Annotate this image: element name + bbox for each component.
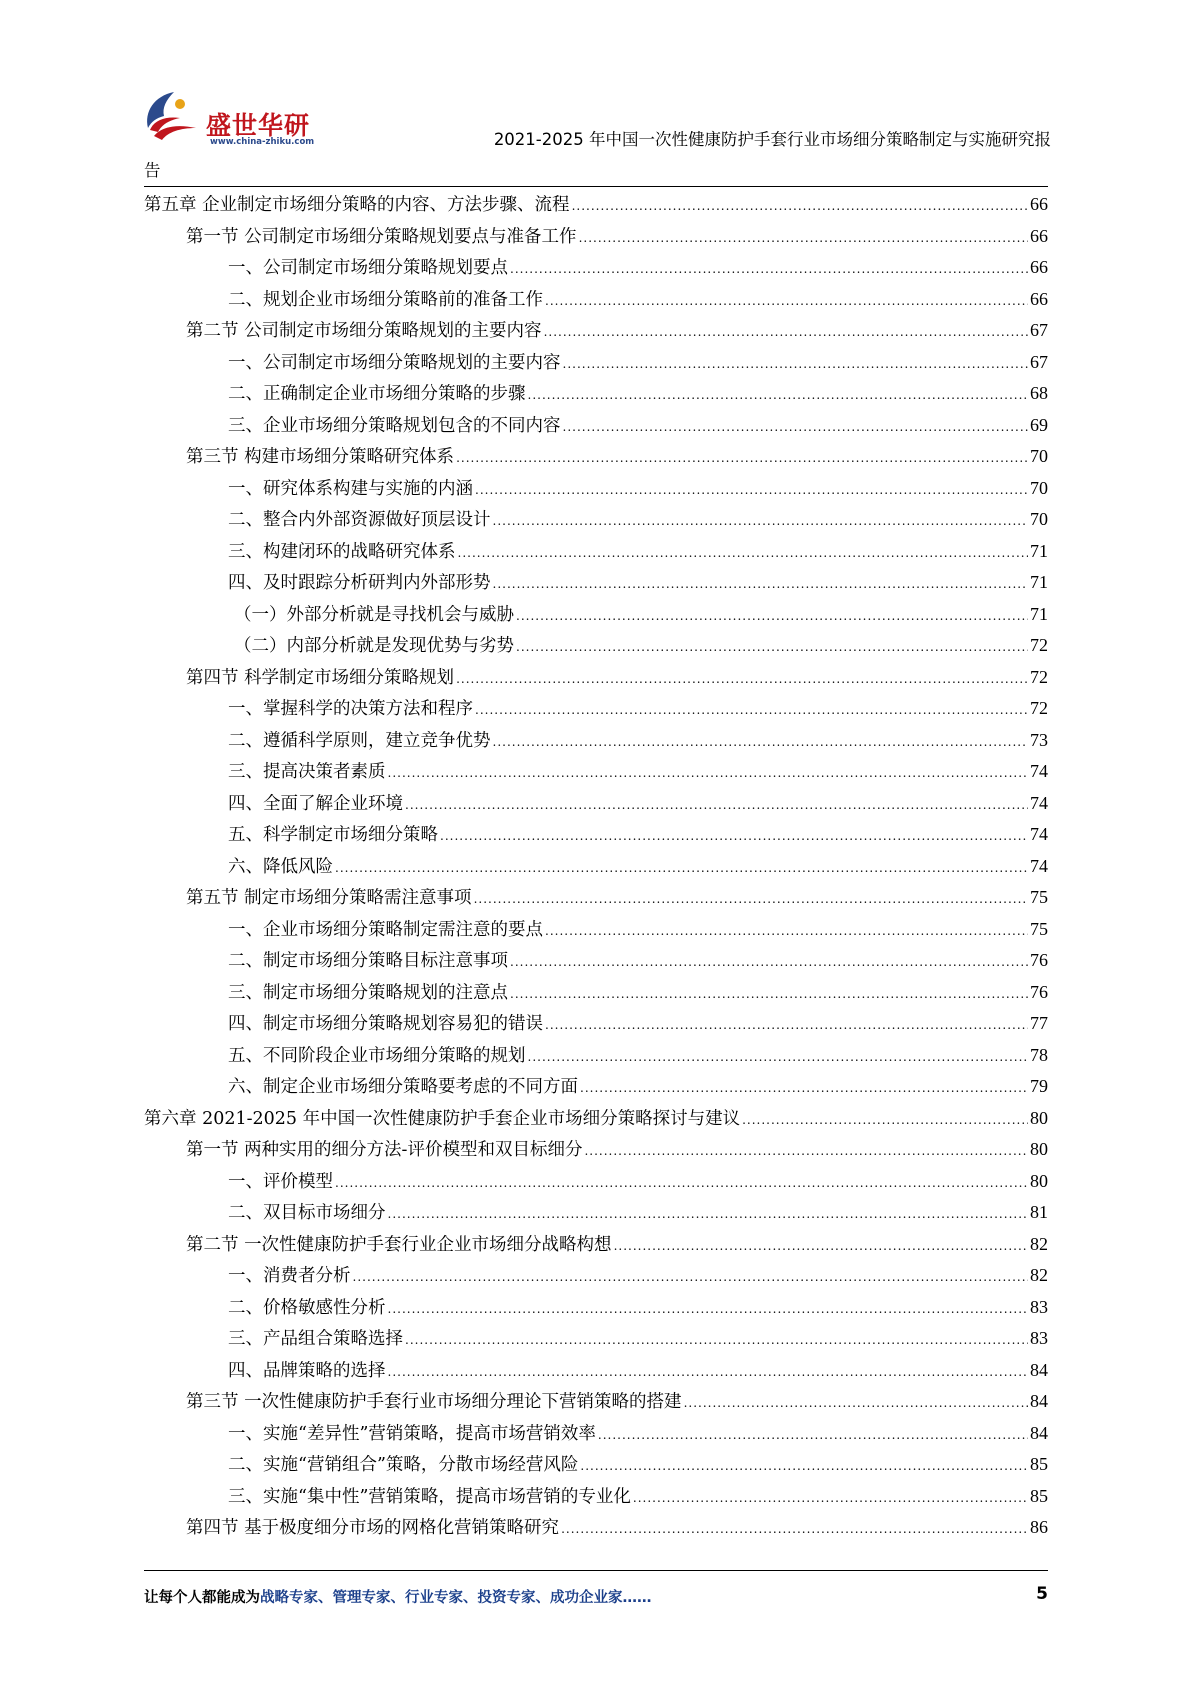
toc-entry-page: 70 [1030, 509, 1048, 529]
toc-entry[interactable] [144, 630, 1048, 662]
toc-entry-title: 一、研究体系构建与实施的内涵 [228, 478, 473, 499]
toc-entry-page: 79 [1030, 1076, 1048, 1096]
toc-entry[interactable] [144, 662, 1048, 694]
toc-entry-page: 86 [1030, 1517, 1048, 1537]
toc-entry[interactable] [144, 693, 1048, 725]
toc-entry[interactable] [144, 567, 1048, 599]
toc-entry-page: 66 [1030, 225, 1048, 246]
toc-dot-leader [580, 1451, 1028, 1483]
toc-entry-page: 84 [1030, 1422, 1048, 1443]
toc-entry[interactable] [144, 1008, 1048, 1040]
toc-entry[interactable] [144, 315, 1048, 347]
toc-dot-leader [475, 695, 1028, 727]
toc-entry-title: 一、实施“差异性”营销策略，提高市场营销效率 [228, 1423, 596, 1444]
toc-entry[interactable] [144, 504, 1048, 536]
footer-slogan [144, 1586, 652, 1607]
toc-entry-title: 一、评价模型 [228, 1171, 333, 1192]
toc-entry-title: 一、掌握科学的决策方法和程序 [228, 699, 473, 719]
toc-entry[interactable] [144, 378, 1048, 410]
toc-entry[interactable] [144, 882, 1048, 914]
toc-dot-leader [684, 1388, 1028, 1420]
toc-entry-page: 73 [1030, 729, 1048, 750]
toc-entry[interactable] [144, 536, 1048, 568]
report-title: 2021-2025 年中国一次性健康防护手套行业市场细分策略制定与实施研究报 [493, 130, 1051, 149]
toc-entry-title: 四、及时跟踪分析研判内外部形势 [228, 573, 491, 593]
toc-entry-page: 83 [1030, 1296, 1048, 1317]
toc-dot-leader [598, 1420, 1028, 1452]
toc-entry-page: 76 [1030, 981, 1048, 1002]
toc-entry-title: 四、全面了解企业环境 [228, 793, 403, 814]
toc-entry-title: 三、构建闭环的战略研究体系 [228, 541, 456, 562]
toc-entry[interactable] [144, 1229, 1048, 1261]
toc-entry-title: 三、产品组合策略选择 [228, 1329, 403, 1349]
toc-entry-page: 77 [1030, 1013, 1048, 1033]
toc-entry-page: 66 [1030, 194, 1048, 214]
toc-entry-title: 第一节 两种实用的细分方法-评价模型和双目标细分 [186, 1140, 583, 1160]
toc-entry-title: 第四节 基于极度细分市场的网格化营销策略研究 [186, 1518, 560, 1538]
page-header [0, 0, 1191, 190]
toc-entry-page: 81 [1030, 1202, 1048, 1222]
toc-entry-title: 五、科学制定市场细分策略 [228, 825, 438, 845]
toc-entry-page: 85 [1030, 1485, 1048, 1506]
toc-dot-leader [388, 1294, 1029, 1326]
toc-entry[interactable] [144, 1040, 1048, 1072]
toc-entry[interactable] [144, 725, 1048, 757]
toc-entry-page: 80 [1030, 1107, 1048, 1128]
toc-entry-page: 82 [1030, 1233, 1048, 1254]
toc-entry-page: 69 [1030, 414, 1048, 435]
toc-dot-leader [440, 821, 1028, 853]
toc-dot-leader [474, 884, 1028, 916]
toc-entry[interactable] [144, 189, 1048, 221]
toc-entry[interactable] [144, 1134, 1048, 1166]
toc-entry[interactable] [144, 1481, 1048, 1513]
toc-dot-leader [493, 727, 1029, 759]
toc-entry[interactable] [144, 851, 1048, 883]
toc-entry-page: 66 [1030, 288, 1048, 309]
toc-dot-leader [544, 317, 1028, 349]
toc-dot-leader [563, 349, 1029, 381]
toc-dot-leader [456, 443, 1028, 475]
toc-entry-title: 二、遵循科学原则，建立竞争优势 [228, 730, 491, 751]
toc-entry-title: 二、双目标市场细分 [228, 1203, 386, 1223]
toc-entry-title: 二、正确制定企业市场细分策略的步骤 [228, 384, 526, 404]
toc-entry-title: 一、公司制定市场细分策略规划的主要内容 [228, 352, 561, 373]
toc-entry[interactable] [144, 819, 1048, 851]
toc-entry-page: 83 [1030, 1328, 1048, 1348]
toc-entry-page: 85 [1030, 1454, 1048, 1474]
footer-slogan-highlight: 战略专家、管理专家、行业专家、投资专家、成功企业家…… [260, 1590, 652, 1606]
toc-entry[interactable] [144, 1323, 1048, 1355]
toc-entry-title: 第五章 企业制定市场细分策略的内容、方法步骤、流程 [144, 195, 570, 215]
toc-entry-title: 二、整合内外部资源做好顶层设计 [228, 510, 491, 530]
toc-dot-leader [335, 1168, 1028, 1200]
toc-entry[interactable] [144, 788, 1048, 820]
toc-entry-title: 五、不同阶段企业市场细分策略的规划 [228, 1045, 526, 1066]
toc-entry[interactable] [144, 410, 1048, 442]
toc-entry-title: 第三节 一次性健康防护手套行业市场细分理论下营销策略的搭建 [186, 1392, 682, 1412]
toc-dot-leader [475, 475, 1028, 507]
logo-url: www.china-zhiku.com [210, 137, 315, 147]
toc-entry-page: 84 [1030, 1359, 1048, 1380]
toc-entry-page: 66 [1030, 257, 1048, 277]
toc-entry-page: 70 [1030, 446, 1048, 466]
toc-entry-title: 第二节 一次性健康防护手套行业企业市场细分战略构想 [186, 1234, 612, 1255]
report-title-continuation: 告 [144, 161, 161, 180]
toc-entry-page: 74 [1030, 855, 1048, 876]
toc-entry-page: 72 [1030, 666, 1048, 687]
toc-entry-title: 二、制定市场细分策略目标注意事项 [228, 951, 508, 971]
toc-dot-leader [545, 1010, 1028, 1042]
toc-dot-leader [614, 1231, 1028, 1263]
toc-entry-page: 72 [1030, 635, 1048, 655]
toc-entry-title: 第一节 公司制定市场细分策略规划要点与准备工作 [186, 226, 577, 247]
toc-entry[interactable] [144, 347, 1048, 379]
toc-entry-page: 84 [1030, 1391, 1048, 1411]
toc-entry-title: 三、企业市场细分策略规划包含的不同内容 [228, 415, 561, 436]
toc-entry-title: （一）外部分析就是寻找机会与威胁 [234, 604, 514, 625]
toc-entry[interactable] [144, 1355, 1048, 1387]
toc-entry-page: 78 [1030, 1044, 1048, 1065]
toc-entry-title: 第四节 科学制定市场细分策略规划 [186, 667, 455, 688]
toc-entry[interactable] [144, 1512, 1048, 1544]
toc-entry-page: 74 [1030, 792, 1048, 813]
toc-entry-title: 二、价格敏感性分析 [228, 1297, 386, 1318]
toc-dot-leader [516, 601, 1028, 633]
toc-entry-title: 二、规划企业市场细分策略前的准备工作 [228, 289, 543, 310]
toc-entry-page: 80 [1030, 1139, 1048, 1159]
toc-dot-leader [493, 569, 1029, 601]
toc-dot-leader [510, 979, 1028, 1011]
logo-name: 盛世华研 [206, 111, 311, 140]
toc-entry-title: 第六章 2021-2025 年中国一次性健康防护手套企业市场细分策略探讨与建议 [144, 1108, 741, 1129]
toc-entry-page: 75 [1030, 887, 1048, 907]
toc-entry-page: 71 [1030, 572, 1048, 592]
toc-entry-page: 67 [1030, 351, 1048, 372]
toc-entry-title: 一、公司制定市场细分策略规划要点 [228, 258, 508, 278]
toc-entry-page: 71 [1030, 603, 1048, 624]
toc-entry[interactable] [144, 977, 1048, 1009]
toc-dot-leader [563, 412, 1029, 444]
toc-entry[interactable] [144, 284, 1048, 316]
toc-entry-title: 三、实施“集中性”营销策略，提高市场营销的专业化 [228, 1486, 631, 1507]
toc-entry-page: 70 [1030, 477, 1048, 498]
toc-entry-title: （二）内部分析就是发现优势与劣势 [234, 636, 514, 656]
toc-dot-leader [335, 853, 1028, 885]
footer-divider [144, 1570, 1048, 1571]
toc-entry[interactable] [144, 756, 1048, 788]
toc-dot-leader [572, 191, 1028, 223]
toc-entry[interactable] [144, 1103, 1048, 1135]
header-divider [144, 186, 1048, 187]
toc-dot-leader [353, 1262, 1029, 1294]
page-number: 5 [1036, 1584, 1048, 1604]
toc-dot-leader [405, 790, 1028, 822]
toc-entry-title: 二、实施“营销组合”策略，分散市场经营风险 [228, 1455, 579, 1475]
toc-entry[interactable] [144, 1292, 1048, 1324]
toc-dot-leader [528, 380, 1029, 412]
toc-dot-leader [584, 1136, 1028, 1168]
toc-dot-leader [580, 1073, 1028, 1105]
toc-entry-title: 一、企业市场细分策略制定需注意的要点 [228, 919, 543, 940]
toc-entry[interactable] [144, 1166, 1048, 1198]
toc-dot-leader [510, 254, 1028, 286]
toc-entry-title: 一、消费者分析 [228, 1266, 351, 1286]
footer-slogan-prefix: 让每个人都能成为 [144, 1590, 260, 1606]
toc-dot-leader [388, 758, 1029, 790]
toc-entry-title: 三、制定市场细分策略规划的注意点 [228, 982, 508, 1003]
toc-entry-page: 67 [1030, 320, 1048, 340]
toc-entry-title: 六、降低风险 [228, 856, 333, 877]
toc-dot-leader [545, 916, 1028, 948]
toc-dot-leader [458, 538, 1029, 570]
toc-dot-leader [405, 1325, 1028, 1357]
toc-entry[interactable] [144, 473, 1048, 505]
toc-entry-title: 六、制定企业市场细分策略要考虑的不同方面 [228, 1077, 578, 1097]
toc-entry[interactable] [144, 441, 1048, 473]
toc-dot-leader [388, 1357, 1029, 1389]
table-of-contents [144, 189, 1048, 1544]
toc-entry-page: 74 [1030, 761, 1048, 781]
toc-entry-page: 75 [1030, 918, 1048, 939]
toc-entry[interactable] [144, 914, 1048, 946]
toc-entry[interactable] [144, 599, 1048, 631]
toc-entry[interactable] [144, 1197, 1048, 1229]
toc-entry-page: 76 [1030, 950, 1048, 970]
toc-entry-page: 74 [1030, 824, 1048, 844]
toc-entry[interactable] [144, 1418, 1048, 1450]
toc-dot-leader [579, 223, 1028, 255]
toc-entry-page: 72 [1030, 698, 1048, 718]
toc-dot-leader [510, 947, 1028, 979]
toc-dot-leader [388, 1199, 1029, 1231]
toc-entry[interactable] [144, 1386, 1048, 1418]
toc-entry-page: 71 [1030, 540, 1048, 561]
toc-entry-title: 第二节 公司制定市场细分策略规划的主要内容 [186, 321, 542, 341]
toc-dot-leader [633, 1483, 1028, 1515]
toc-entry[interactable] [144, 1071, 1048, 1103]
toc-entry-title: 第三节 构建市场细分策略研究体系 [186, 447, 455, 467]
toc-dot-leader [516, 632, 1028, 664]
toc-dot-leader [742, 1105, 1028, 1137]
toc-entry-title: 四、品牌策略的选择 [228, 1360, 386, 1381]
toc-entry-page: 68 [1030, 383, 1048, 403]
toc-entry-title: 三、提高决策者素质 [228, 762, 386, 782]
toc-dot-leader [456, 664, 1028, 696]
toc-entry-title: 四、制定市场细分策略规划容易犯的错误 [228, 1014, 543, 1034]
toc-dot-leader [545, 286, 1028, 318]
toc-entry[interactable] [144, 252, 1048, 284]
toc-dot-leader [528, 1042, 1029, 1074]
toc-entry-page: 80 [1030, 1170, 1048, 1191]
toc-dot-leader [493, 506, 1029, 538]
toc-entry[interactable] [144, 1449, 1048, 1481]
toc-dot-leader [561, 1514, 1028, 1546]
toc-entry-title: 第五节 制定市场细分策略需注意事项 [186, 888, 472, 908]
toc-entry[interactable] [144, 1260, 1048, 1292]
toc-entry[interactable] [144, 945, 1048, 977]
toc-entry[interactable] [144, 221, 1048, 253]
toc-entry-page: 82 [1030, 1265, 1048, 1285]
